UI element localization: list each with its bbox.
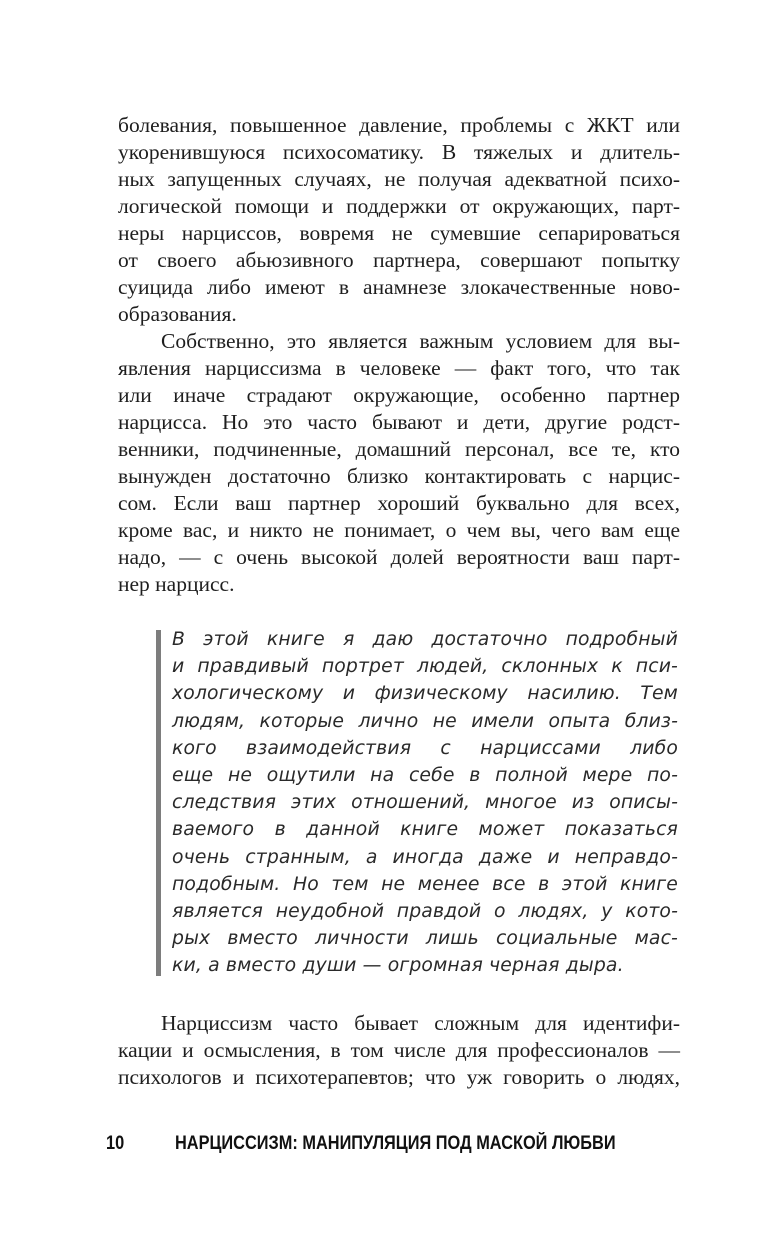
text-line: суицида либо имеют в анамнезе злокачественные ново-	[118, 275, 680, 299]
quote-line: очень странным, а иногда даже и неправдо-	[172, 846, 678, 868]
quote-bar	[156, 630, 161, 976]
quote-line: ваемого в данной книге может показаться	[172, 819, 678, 841]
text-line: надо, — с очень высокой долей вероятности ваш парт-	[118, 545, 680, 569]
text-line: или иначе страдают окружающие, особенно партнер	[118, 383, 680, 407]
quote-line: ки, а вместо души — огромная черная дыра.	[172, 955, 624, 977]
text-line: кроме вас, и никто не понимает, о чем вы, чего вам еще	[118, 518, 680, 542]
text-line: нер нарцисс.	[118, 572, 235, 596]
text-line: венники, подчиненные, домашний персонал, все те, кто	[118, 437, 680, 461]
text-line: Собственно, это является важным условием для вы-	[161, 329, 680, 353]
text-line: нарцисса. Но это часто бывают и дети, другие родст-	[118, 410, 680, 434]
text-line: явления нарциссизма в человеке — факт того, что так	[118, 356, 680, 380]
quote-line: и правдивый портрет людей, склонных к пси-	[172, 656, 678, 678]
text-line: ных запущенных случаях, не получая адекватной психо-	[118, 167, 680, 191]
text-line: сом. Если ваш партнер хороший буквально для всех,	[118, 491, 680, 515]
text-line: болевания, повышенное давление, проблемы с ЖКТ или	[118, 113, 680, 137]
quote-line: хологическому и физическому насилию. Тем	[172, 683, 678, 705]
running-title: НАРЦИССИЗМ: МАНИПУЛЯЦИЯ ПОД МАСКОЙ ЛЮБВИ	[175, 1133, 616, 1154]
quote-line: кого взаимодействия с нарциссами либо	[172, 737, 678, 759]
text-line: психологов и психотерапевтов; что уж говорить о людях,	[118, 1065, 680, 1089]
text-line: вынужден достаточно близко контактировать с нарцис-	[118, 464, 680, 488]
text-line: кации и осмысления, в том числе для профессионалов —	[118, 1038, 680, 1062]
text-line: Нарциссизм часто бывает сложным для идентифи-	[161, 1011, 680, 1035]
quote-line: людям, которые лично не имели опыта близ-	[172, 710, 678, 732]
quote-line: еще не ощутили на себе в полной мере по-	[172, 765, 678, 786]
quote-line: подобным. Но тем не менее все в этой книге	[172, 873, 678, 895]
text-line: неры нарциссов, вовремя не сумевшие сепарироваться	[118, 221, 680, 245]
quote-line: рых вместо личности лишь социальные мас-	[172, 928, 678, 950]
text-line: от своего абьюзивного партнера, совершают попытку	[118, 248, 680, 272]
text-line: укоренившуюся психосоматику. В тяжелых и длитель-	[118, 140, 680, 164]
quote-line: В этой книге я даю достаточно подробный	[172, 629, 678, 650]
text-line: логической помощи и поддержки от окружающих, парт-	[118, 194, 680, 218]
quote-line: является неудобной правдой о людях, у кото-	[172, 901, 678, 922]
text-line: образования.	[118, 302, 237, 326]
quote-line: следствия этих отношений, многое из описы-	[172, 792, 678, 814]
page-number: 10	[106, 1133, 125, 1154]
